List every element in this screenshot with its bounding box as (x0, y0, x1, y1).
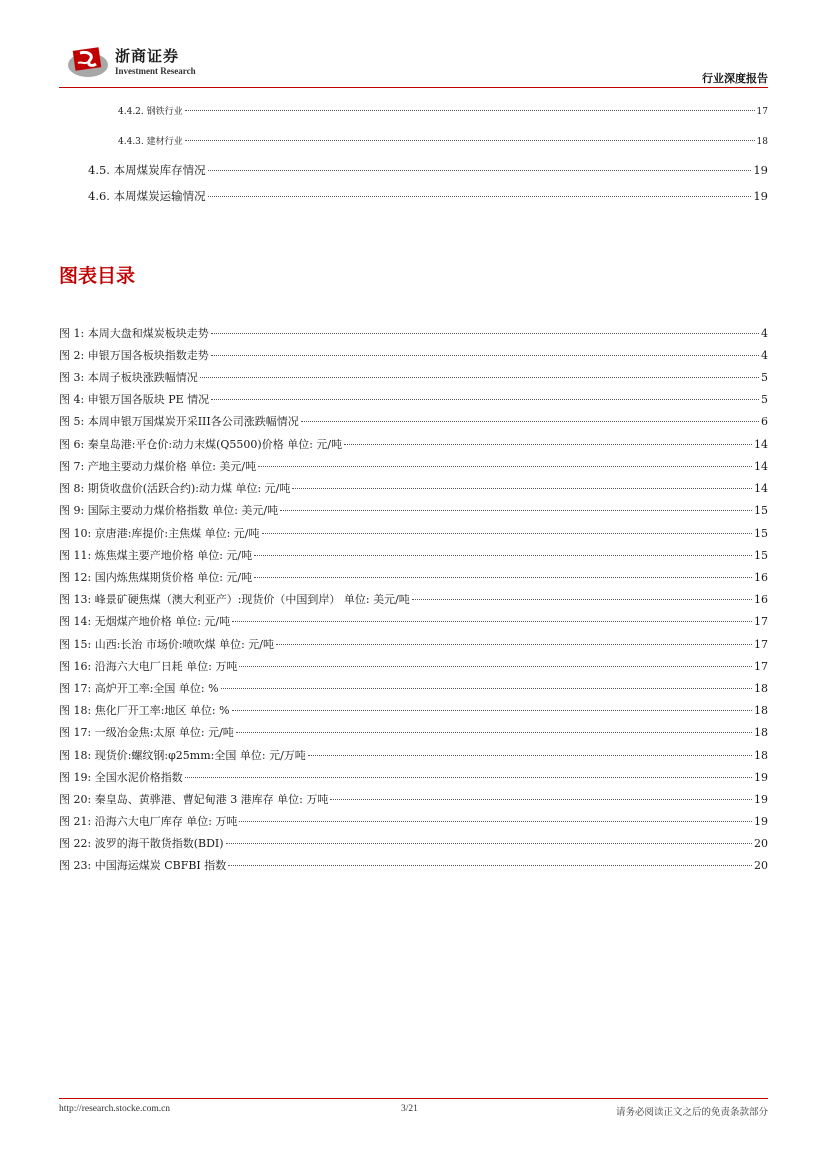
figure-page: 19 (754, 771, 768, 784)
toc-entry-page: 17 (756, 107, 768, 117)
figure-label: 图 20: 秦皇岛、黄骅港、曹妃甸港 3 港库存 单位: 万吨 (59, 793, 329, 806)
leader-dots (211, 399, 759, 400)
leader-dots (185, 777, 752, 778)
figure-entry[interactable] (59, 502, 768, 518)
footer-url-link[interactable]: http://research.stocke.com.cn (59, 1104, 171, 1114)
figure-page: 4 (761, 349, 768, 362)
leader-dots (254, 555, 752, 556)
leader-dots (185, 110, 755, 111)
figures-heading: 图表目录 (59, 265, 136, 287)
brand-name-cn: 浙商证券 (115, 47, 180, 65)
figure-label: 图 2: 申银万国各板块指数走势 (59, 349, 209, 362)
figure-page: 20 (754, 859, 768, 872)
leader-dots (258, 466, 752, 467)
figure-label: 图 19: 全国水泥价格指数 (59, 771, 183, 784)
figure-page: 17 (754, 615, 768, 628)
leader-dots (292, 488, 752, 489)
figure-page: 17 (754, 638, 768, 651)
leader-dots (208, 170, 752, 171)
page-header (0, 0, 827, 92)
toc-entry[interactable] (88, 162, 768, 178)
figure-page: 18 (754, 704, 768, 717)
figure-label: 图 10: 京唐港:库提价:主焦煤 单位: 元/吨 (59, 527, 260, 540)
figure-label: 图 5: 本周申银万国煤炭开采III各公司涨跌幅情况 (59, 415, 299, 428)
figure-entry[interactable] (59, 525, 768, 541)
figure-entry[interactable] (59, 591, 768, 607)
figure-entry[interactable] (59, 613, 768, 629)
figure-label: 图 21: 沿海六大电厂库存 单位: 万吨 (59, 815, 238, 828)
page-number: 3/21 (401, 1104, 418, 1114)
disclaimer-note: 请务必阅读正文之后的免责条款部分 (615, 1107, 768, 1118)
figure-page: 15 (754, 504, 768, 517)
zheshang-logo-icon (66, 43, 110, 79)
figure-label: 图 12: 国内炼焦煤期货价格 单位: 元/吨 (59, 571, 253, 584)
figure-entry[interactable] (59, 636, 768, 652)
leader-dots (262, 533, 752, 534)
leader-dots (221, 688, 752, 689)
figure-entry[interactable] (59, 347, 768, 363)
figure-label: 图 15: 山西:长治 市场价:喷吹煤 单位: 元/吨 (59, 638, 275, 651)
figure-entry[interactable] (59, 325, 768, 341)
figure-page: 18 (754, 749, 768, 762)
leader-dots (200, 377, 759, 378)
leader-dots (239, 821, 752, 822)
figure-label: 图 23: 中国海运煤炭 CBFBI 指数 (59, 859, 227, 872)
figure-page: 18 (754, 726, 768, 739)
toc-entry-page: 19 (753, 189, 768, 203)
leader-dots (208, 196, 752, 197)
figure-label: 图 22: 波罗的海干散货指数(BDI) (59, 837, 224, 850)
figure-label: 图 18: 焦化厂开工率:地区 单位: % (59, 704, 230, 717)
figure-page: 5 (761, 393, 768, 406)
figure-page: 14 (754, 460, 768, 473)
figure-page: 20 (754, 837, 768, 850)
leader-dots (280, 510, 752, 511)
leader-dots (344, 444, 752, 445)
header-divider (59, 87, 768, 88)
leader-dots (226, 843, 752, 844)
leader-dots (232, 621, 752, 622)
figure-label: 图 14: 无烟煤产地价格 单位: 元/吨 (59, 615, 231, 628)
figure-entry[interactable] (59, 747, 768, 763)
figure-entry[interactable] (59, 547, 768, 563)
figure-entry[interactable] (59, 569, 768, 585)
leader-dots (254, 577, 752, 578)
figure-entry[interactable] (59, 480, 768, 496)
figure-label: 图 1: 本周大盘和煤炭板块走势 (59, 327, 209, 340)
figure-page: 15 (754, 549, 768, 562)
figure-page: 16 (754, 571, 768, 584)
report-type: 行业深度报告 (702, 72, 768, 85)
toc-entry-label: 4.5. 本周煤炭库存情况 (88, 163, 206, 177)
figure-label: 图 3: 本周子板块涨跌幅情况 (59, 371, 198, 384)
figure-label: 图 8: 期货收盘价(活跃合约):动力煤 单位: 元/吨 (59, 482, 291, 495)
figure-page: 6 (761, 415, 768, 428)
figure-entry[interactable] (59, 813, 768, 829)
toc-entry[interactable] (88, 188, 768, 204)
figure-label: 图 13: 峰景矿硬焦煤（澳大利亚产）:现货价（中国到岸） 单位: 美元/吨 (59, 593, 410, 606)
figure-page: 4 (761, 327, 768, 340)
leader-dots (276, 644, 752, 645)
leader-dots (228, 865, 752, 866)
figure-entry[interactable] (59, 369, 768, 385)
figure-label: 图 9: 国际主要动力煤价格指数 单位: 美元/吨 (59, 504, 279, 517)
figure-entry[interactable] (59, 724, 768, 740)
leader-dots (211, 333, 759, 334)
figure-entry[interactable] (59, 391, 768, 407)
figure-label: 图 4: 申银万国各版块 PE 情况 (59, 393, 210, 406)
toc-entry-label: 4.6. 本周煤炭运输情况 (88, 189, 206, 203)
leader-dots (239, 666, 752, 667)
figure-entry[interactable] (59, 413, 768, 429)
toc-entry[interactable] (118, 104, 768, 117)
leader-dots (308, 755, 752, 756)
leader-dots (330, 799, 752, 800)
figure-page: 15 (754, 527, 768, 540)
figure-label: 图 6: 秦皇岛港:平仓价:动力末煤(Q5500)价格 单位: 元/吨 (59, 438, 343, 451)
toc-entry-label: 4.4.2. 钢铁行业 (118, 107, 183, 117)
toc-entry-label: 4.4.3. 建材行业 (118, 137, 183, 147)
figure-entry[interactable] (59, 702, 768, 718)
figure-entry[interactable] (59, 857, 768, 873)
leader-dots (185, 140, 755, 141)
figure-page: 19 (754, 815, 768, 828)
figure-label: 图 17: 高炉开工率:全国 单位: % (59, 682, 219, 695)
figure-entry[interactable] (59, 458, 768, 474)
figure-label: 图 11: 炼焦煤主要产地价格 单位: 元/吨 (59, 549, 253, 562)
leader-dots (211, 355, 759, 356)
figure-page: 14 (754, 438, 768, 451)
figure-entry[interactable] (59, 769, 768, 785)
toc-entry-page: 19 (753, 163, 768, 177)
toc-entry[interactable] (118, 134, 768, 147)
footer-divider (59, 1098, 768, 1099)
figure-label: 图 16: 沿海六大电厂日耗 单位: 万吨 (59, 660, 238, 673)
figure-label: 图 18: 现货价:螺纹钢:φ25mm:全国 单位: 元/万吨 (59, 749, 306, 762)
figure-page: 18 (754, 682, 768, 695)
figure-entry[interactable] (59, 835, 768, 851)
figure-entry[interactable] (59, 791, 768, 807)
figure-page: 16 (754, 593, 768, 606)
figure-label: 图 7: 产地主要动力煤价格 单位: 美元/吨 (59, 460, 257, 473)
brand-name-en: Investment Research (115, 66, 196, 76)
leader-dots (301, 421, 759, 422)
figure-page: 14 (754, 482, 768, 495)
leader-dots (232, 710, 752, 711)
figure-entry[interactable] (59, 658, 768, 674)
figure-label: 图 17: 一级冶金焦:太原 单位: 元/吨 (59, 726, 234, 739)
figure-page: 5 (761, 371, 768, 384)
figure-page: 19 (754, 793, 768, 806)
figure-entry[interactable] (59, 680, 768, 696)
leader-dots (412, 599, 752, 600)
figure-page: 17 (754, 660, 768, 673)
figure-entry[interactable] (59, 436, 768, 452)
toc-entry-page: 18 (756, 137, 768, 147)
leader-dots (236, 732, 752, 733)
